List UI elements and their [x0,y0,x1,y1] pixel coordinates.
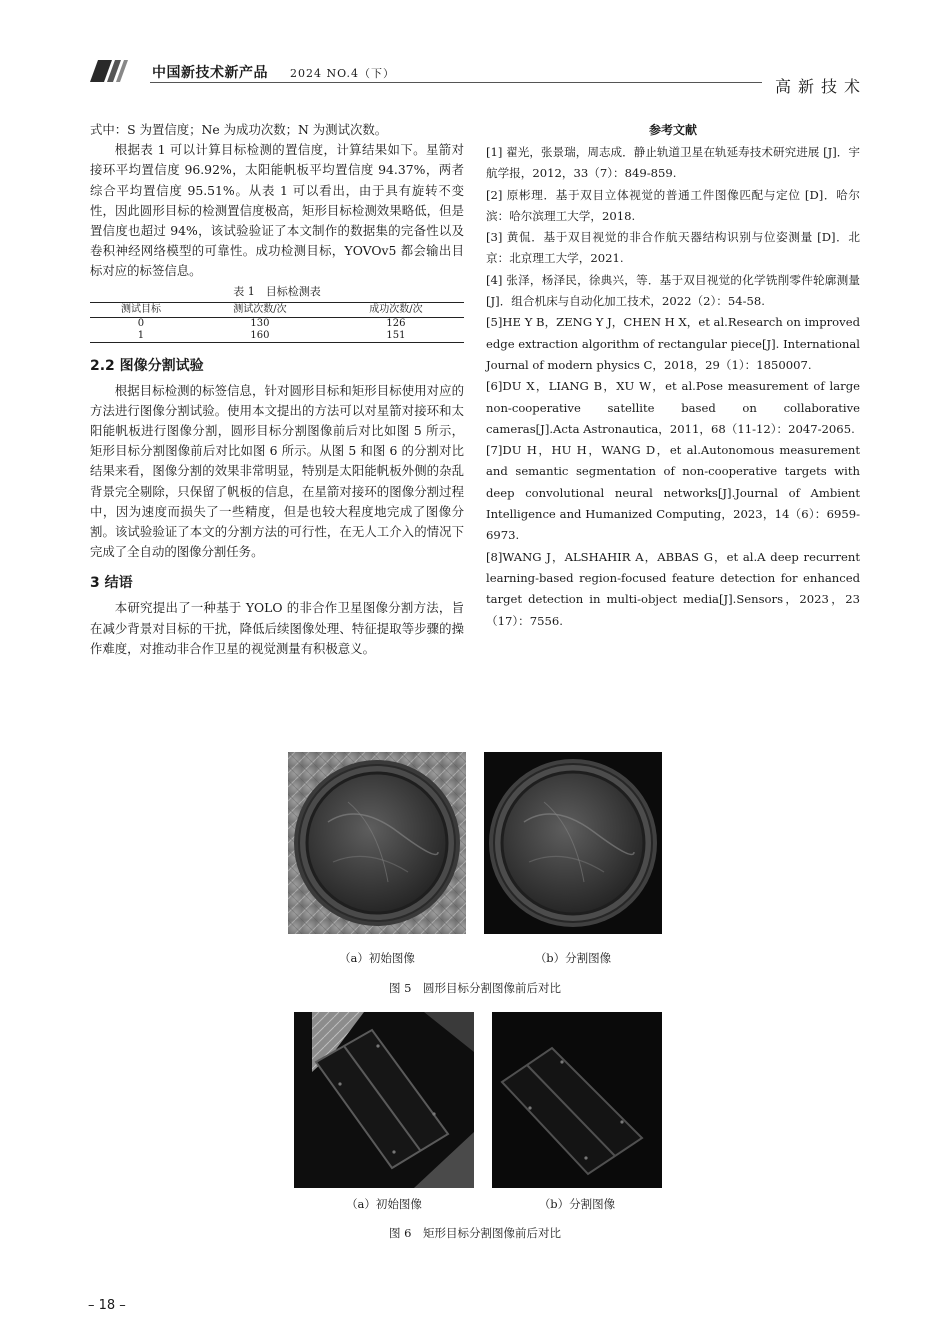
references [486,120,860,632]
references-title: 参考文献 [648,123,697,137]
journal-name: 中国新技术新产品 [152,65,268,81]
table-cell: 151 [328,330,464,343]
reference-item: [3] 黄侃．基于双目视觉的非合作航天器结构识别与位姿测量 [D]．北京：北京理工大学，2021. [486,230,860,266]
page-number: – 18 – [88,1298,126,1313]
table-cell: 0 [137,317,145,329]
left-column [90,120,464,659]
table-caption: 表 1 目标检测表 [233,284,321,298]
table-header: 测试次数/次 [192,302,328,317]
section-2-2-title: 2.2 图像分割试验 [90,357,204,374]
reference-item: [2] 原彬理．基于双目立体视觉的普通工件图像匹配与定位 [D]．哈尔滨：哈尔滨理工大学，2018. [486,187,860,223]
reference-item: [4] 张泽，杨泽民，徐典兴，等．基于双目视觉的化学铣削零件轮廓测量 [J]．组合机床与自动化加工技术，2022（2）：54-58. [486,272,860,309]
figure6-original-image [294,1012,474,1188]
table-cell: 1 [90,330,192,343]
table-row [90,317,464,330]
reference-item: [1] 翟光，张景瑞，周志成．静止轨道卫星在轨延寿技术研究进展 [J]．宇航学报，2012，33（7）：849-859. [486,145,860,181]
table-header: 成功次数/次 [328,302,464,317]
formula-note: 式中：S 为置信度；Ne 为成功次数；N 为测试次数。 [90,122,388,137]
table-cell: 126 [386,317,406,329]
figure5-subcaption-a: （a）初始图像 [339,951,415,965]
confidence-paragraph: 根据表 1 可以计算目标检测的置信度，计算结果如下。星箭对接环平均置信度 96.92%，太阳能帆板平均置信度 94.37%，两者综合平均置信度 95.51%。从表 1 可以看出，由于具有旋转不变性，因此圆形目标的检测置信度极高，矩形目标检测效果略低，但是置信度也超过 94%，该试验验证了本文制作的数据集的完备性以及卷积神经网络模型的可靠性。成功检测目标，YOVOv5 都会输出目标对应的标签信息。 [90,142,464,279]
figure6-segmented-image [492,1012,662,1188]
header-rule [150,82,762,83]
reference-item: [6]DU X，LIANG B，XU W，et al.Pose measurement of large non-cooperative satellite based on collaborative cameras[J].Acta Astronautica，2011，68（11-12）：2047-2065. [486,379,860,436]
figure6-subcaption-b: （b）分割图像 [538,1197,616,1211]
figure6-subcaption-a: （a）初始图像 [346,1197,422,1211]
conclusion-paragraph: 本研究提出了一种基于 YOLO 的非合作卫星图像分割方法，旨在减少背景对目标的干扰，降低后续图像处理、特征提取等步骤的操作难度，对推动非合作卫星的视觉测量有积极意义。 [90,600,464,656]
reference-item: [5]HE Y B，ZENG Y J，CHEN H X，et al.Research on improved edge extraction algorithm of rectangular piece[J]. International Journal of modern physics C，2018，29（1）：1850007. [486,315,860,372]
section-tag: 高新技术 [775,77,868,96]
detection-table [90,302,464,343]
issue-info: 2024 NO.4（下） [290,67,395,80]
figure6-caption: 图 6 矩形目标分割图像前后对比 [389,1226,561,1240]
reference-item: [7]DU H，HU H，WANG D，et al.Autonomous measurement and semantic segmentation of non-cooperative targets with deep convolutional neural networks[J].Journal of Ambient Intelligence and Humanized Computing，2023，14（6）：6959-6973. [486,443,860,543]
table-cell: 130 [250,317,270,329]
segmentation-paragraph: 根据目标检测的标签信息，针对圆形目标和矩形目标使用对应的方法进行图像分割试验。使用本文提出的方法可以对星箭对接环和太阳能帆板进行图像分割，圆形目标分割图像前后对比如图 5 所示，矩形目标分割图像前后对比如图 6 所示。从图 5 和图 6 的分割对比结果来看，图像分割的效果非常明显，特别是太阳能帆板外侧的杂乱背景完全剔除，只保留了帆板的信息，在星箭对接环的图像分割过程中，因为速度而损失了一些精度，但是也较大程度地完成了图像分割。该试验验证了本文的分割方法的可行性，在无人工介入的情况下完成了全自动的图像分割任务。 [90,382,465,560]
table-header: 测试目标 [90,302,192,317]
section-3-title: 3 结语 [90,575,133,592]
figure5-caption: 图 5 圆形目标分割图像前后对比 [389,981,561,995]
reference-item: [8]WANG J，ALSHAHIR A，ABBAS G，et al.A deep recurrent learning-based region-focused feature detection for enhanced target detection in multi-object media[J].Sensors，2023，23（17）：7556. [486,549,860,628]
table-row [90,330,464,343]
table-cell: 160 [192,330,328,343]
journal-logo-icon [90,60,140,82]
figure5-subcaption-b: （b）分割图像 [534,951,612,965]
figure5-segmented-image [484,752,662,934]
figure5-original-image [288,752,466,934]
